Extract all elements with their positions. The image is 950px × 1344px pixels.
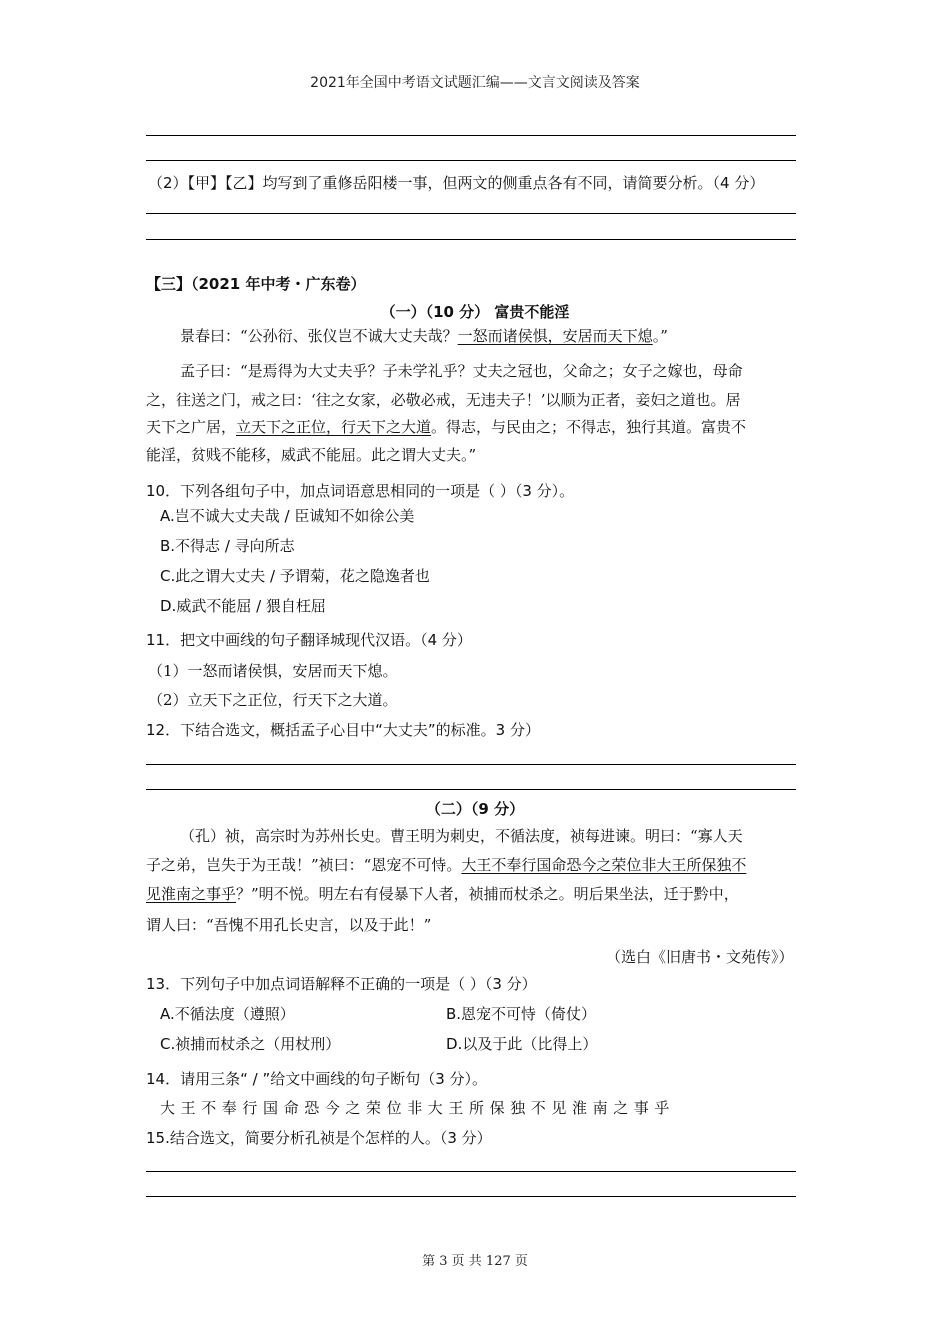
question-10-stem: 10．下列各组句子中，加点词语意思相同的一项是（ ）（3 分）。 bbox=[146, 482, 575, 500]
underlined-sentence: 大王不奉行国命恐今之荣位非大王所保独不 bbox=[461, 856, 747, 874]
passage-2-line-3 bbox=[146, 883, 739, 904]
question-10-option-d: D.威武不能屈 / 猥自枉屈 bbox=[160, 597, 326, 615]
passage-2-line-4: 谓人曰：“吾愧不用孔长史言，以及于此！” bbox=[146, 916, 432, 934]
page-header: 2021年全国中考语文试题汇编——文言文阅读及答案 bbox=[310, 75, 640, 91]
question-10-option-b: B.不得志 / 寻向所志 bbox=[160, 537, 295, 555]
underlined-sentence: 立天下之正位，行天下之大道 bbox=[236, 418, 432, 436]
passage-2-source: （选白《旧唐书・文苑传》） bbox=[606, 948, 794, 966]
question-12-stem: 12．下结合选文，概括孟子心目中“大丈夫”的标准。3 分） bbox=[146, 721, 540, 739]
question-13-stem: 13．下列句子中加点词语解释不正确的一项是（ ）（3 分） bbox=[146, 975, 537, 993]
section-3-title: 【三】（2021 年中考・广东卷） bbox=[146, 275, 366, 293]
question-10-option-a: A.岂不诚大丈夫哉 / 臣诚知不如徐公美 bbox=[160, 507, 415, 525]
passage-1-line-3: 之，往送之门，戒之曰：‘往之女家，必敬必戒，无违夫子！’以顺为正者，妾妇之道也。居 bbox=[146, 391, 741, 409]
passage-1-line-5: 能淫，贫贱不能移，威武不能屈。此之谓大丈夫。” bbox=[146, 446, 477, 464]
answer-line bbox=[146, 213, 796, 214]
passage-1-line-1 bbox=[180, 325, 668, 346]
part-2-title: （二）（9 分） bbox=[425, 800, 525, 818]
answer-line bbox=[146, 135, 796, 136]
passage-1-line-2: 孟子曰：“是焉得为大丈夫乎？子未学礼乎？丈夫之冠也，父命之；女子之嫁也，母命 bbox=[180, 362, 743, 380]
question-14-stem: 14．请用三条“ / ”给文中画线的句子断句（3 分）。 bbox=[146, 1070, 488, 1088]
passage-2-line-2 bbox=[146, 854, 746, 875]
answer-line bbox=[146, 1196, 796, 1197]
question-11-stem: 11．把文中画线的句子翻译城现代汉语。（4 分） bbox=[146, 631, 472, 649]
passage-text: 子之弟，岂失于为王哉！”祯曰：“恩宠不可恃。 bbox=[146, 856, 462, 874]
passage-text: ？”明不悦。明左右有侵暴下人者，祯捕而杖杀之。明后果坐法，迁于黔中， bbox=[236, 885, 739, 903]
page-footer: 第 3 页 共 127 页 bbox=[422, 1254, 528, 1269]
passage-text: 天下之广居， bbox=[146, 418, 237, 436]
answer-line bbox=[146, 239, 796, 240]
question-prev-2: （2）【甲】【乙】均写到了重修岳阳楼一事，但两文的侧重点各有不同，请简要分析。（4 分） bbox=[148, 174, 765, 192]
answer-line bbox=[146, 160, 796, 161]
underlined-sentence: 见淮南之事乎 bbox=[146, 885, 237, 903]
passage-1-line-4 bbox=[146, 416, 746, 437]
passage-text: 景春曰：“公孙衍、张仪岂不诚大丈夫哉？ bbox=[180, 327, 458, 345]
answer-line bbox=[146, 789, 796, 790]
question-13-option-d: D.以及于此（比得上） bbox=[446, 1035, 598, 1053]
question-15-stem: 15.结合选文，简要分析孔祯是个怎样的人。（3 分） bbox=[146, 1129, 492, 1147]
passage-text: 。” bbox=[652, 327, 668, 345]
question-13-option-a: A.不循法度（遵照） bbox=[160, 1005, 295, 1023]
passage-2-line-1: （孔）祯，高宗时为苏州长史。曹王明为刺史，不循法度，祯每进谏。明曰：“寡人天 bbox=[180, 827, 743, 845]
question-10-option-c: C.此之谓大丈夫 / 予谓菊，花之隐逸者也 bbox=[160, 567, 430, 585]
question-11-sentence-2: （2）立天下之正位，行天下之大道。 bbox=[148, 691, 398, 709]
underlined-sentence: 一怒而诸侯惧，安居而天下熄 bbox=[457, 327, 653, 345]
question-13-option-b: B.恩宠不可恃（倚仗） bbox=[446, 1005, 597, 1023]
part-1-title: （一）（10 分） 富贵不能淫 bbox=[380, 303, 570, 321]
answer-line bbox=[146, 1171, 796, 1172]
question-11-sentence-1: （1）一怒而诸侯惧，安居而天下熄。 bbox=[148, 662, 398, 680]
passage-text: 。得志，与民由之；不得志，独行其道。富贵不 bbox=[431, 418, 747, 436]
question-13-option-c: C.祯捕而杖杀之（用杖刑） bbox=[160, 1035, 341, 1053]
answer-line bbox=[146, 764, 796, 765]
question-14-text: 大王不奉行国命恐今之荣位非大王所保独不见淮南之事乎 bbox=[160, 1099, 676, 1117]
